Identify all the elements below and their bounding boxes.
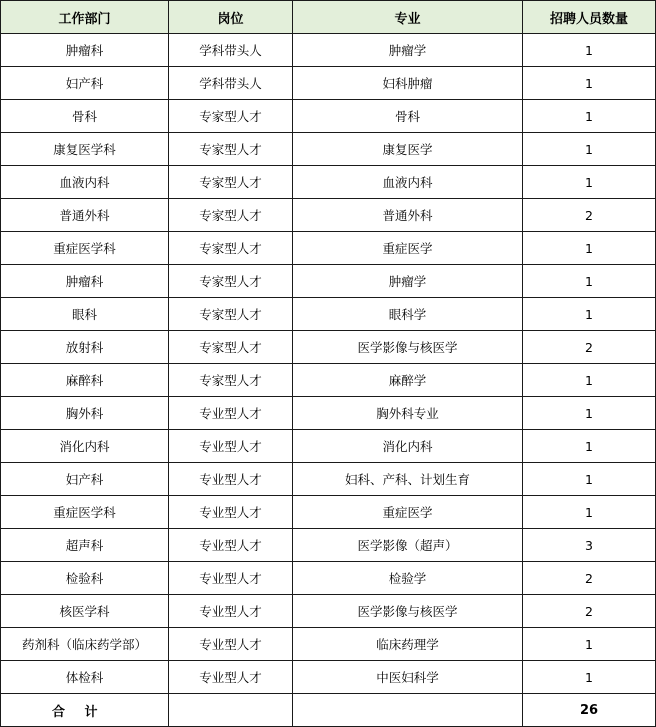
cell-major: 肿瘤学 (293, 265, 523, 298)
cell-headcount: 1 (523, 265, 656, 298)
table-row (1, 34, 656, 67)
cell-position: 专业型人才 (169, 595, 293, 628)
cell-position: 专业型人才 (169, 562, 293, 595)
total-value: 26 (523, 694, 656, 727)
cell-department: 核医学科 (1, 595, 169, 628)
table-row (1, 331, 656, 364)
cell-headcount: 1 (523, 661, 656, 694)
cell-position: 专业型人才 (169, 430, 293, 463)
cell-headcount: 1 (523, 298, 656, 331)
cell-major: 医学影像与核医学 (293, 331, 523, 364)
cell-major: 临床药理学 (293, 628, 523, 661)
cell-position: 学科带头人 (169, 34, 293, 67)
cell-headcount: 3 (523, 529, 656, 562)
table-row (1, 397, 656, 430)
cell-position: 专业型人才 (169, 397, 293, 430)
cell-department: 肿瘤科 (1, 34, 169, 67)
cell-headcount: 1 (523, 166, 656, 199)
cell-department: 重症医学科 (1, 496, 169, 529)
cell-department: 康复医学科 (1, 133, 169, 166)
cell-department: 重症医学科 (1, 232, 169, 265)
table-row (1, 595, 656, 628)
total-row (1, 694, 656, 727)
table-row (1, 529, 656, 562)
table-row (1, 100, 656, 133)
cell-major: 检验学 (293, 562, 523, 595)
total-label: 合计 (1, 694, 169, 727)
cell-department: 血液内科 (1, 166, 169, 199)
table-header-row (1, 1, 656, 34)
cell-department: 麻醉科 (1, 364, 169, 397)
table-row (1, 133, 656, 166)
cell-position: 专业型人才 (169, 661, 293, 694)
cell-headcount: 1 (523, 34, 656, 67)
cell-major: 医学影像（超声） (293, 529, 523, 562)
cell-major: 肿瘤学 (293, 34, 523, 67)
cell-department: 胸外科 (1, 397, 169, 430)
table-body (1, 34, 656, 694)
cell-position: 专业型人才 (169, 496, 293, 529)
cell-headcount: 1 (523, 232, 656, 265)
cell-headcount: 1 (523, 100, 656, 133)
cell-headcount: 1 (523, 364, 656, 397)
cell-major: 妇科肿瘤 (293, 67, 523, 100)
cell-department: 眼科 (1, 298, 169, 331)
table-row (1, 166, 656, 199)
table-row (1, 232, 656, 265)
cell-position: 专家型人才 (169, 298, 293, 331)
cell-major: 眼科学 (293, 298, 523, 331)
cell-position: 专家型人才 (169, 331, 293, 364)
table-row (1, 562, 656, 595)
cell-department: 普通外科 (1, 199, 169, 232)
table-row (1, 628, 656, 661)
cell-major: 胸外科专业 (293, 397, 523, 430)
cell-position: 专家型人才 (169, 265, 293, 298)
table-row (1, 661, 656, 694)
cell-department: 消化内科 (1, 430, 169, 463)
cell-department: 检验科 (1, 562, 169, 595)
table-row (1, 463, 656, 496)
cell-department: 放射科 (1, 331, 169, 364)
table-row (1, 67, 656, 100)
header-major: 专业 (293, 1, 523, 34)
cell-headcount: 1 (523, 463, 656, 496)
cell-major: 麻醉学 (293, 364, 523, 397)
table-row (1, 496, 656, 529)
cell-department: 肿瘤科 (1, 265, 169, 298)
cell-position: 专家型人才 (169, 199, 293, 232)
total-empty-major (293, 694, 523, 727)
table-row (1, 199, 656, 232)
cell-headcount: 1 (523, 133, 656, 166)
cell-headcount: 2 (523, 331, 656, 364)
cell-major: 中医妇科学 (293, 661, 523, 694)
cell-major: 血液内科 (293, 166, 523, 199)
header-headcount: 招聘人员数量 (523, 1, 656, 34)
cell-major: 重症医学 (293, 496, 523, 529)
cell-department: 超声科 (1, 529, 169, 562)
header-position: 岗位 (169, 1, 293, 34)
cell-major: 重症医学 (293, 232, 523, 265)
cell-major: 消化内科 (293, 430, 523, 463)
cell-position: 专业型人才 (169, 628, 293, 661)
cell-headcount: 2 (523, 595, 656, 628)
cell-position: 专家型人才 (169, 166, 293, 199)
cell-position: 专家型人才 (169, 232, 293, 265)
cell-department: 妇产科 (1, 67, 169, 100)
total-empty-position (169, 694, 293, 727)
cell-department: 药剂科（临床药学部） (1, 628, 169, 661)
cell-headcount: 2 (523, 562, 656, 595)
cell-position: 专家型人才 (169, 100, 293, 133)
cell-department: 体检科 (1, 661, 169, 694)
table-row (1, 298, 656, 331)
cell-headcount: 1 (523, 430, 656, 463)
cell-headcount: 1 (523, 397, 656, 430)
table-row (1, 265, 656, 298)
cell-headcount: 1 (523, 496, 656, 529)
cell-department: 妇产科 (1, 463, 169, 496)
cell-major: 康复医学 (293, 133, 523, 166)
cell-position: 专业型人才 (169, 463, 293, 496)
cell-position: 专业型人才 (169, 529, 293, 562)
cell-major: 妇科、产科、计划生育 (293, 463, 523, 496)
cell-major: 普通外科 (293, 199, 523, 232)
cell-major: 医学影像与核医学 (293, 595, 523, 628)
table-row (1, 430, 656, 463)
cell-major: 骨科 (293, 100, 523, 133)
table-row (1, 364, 656, 397)
cell-position: 专家型人才 (169, 133, 293, 166)
cell-headcount: 1 (523, 628, 656, 661)
cell-headcount: 1 (523, 67, 656, 100)
header-department: 工作部门 (1, 1, 169, 34)
cell-position: 学科带头人 (169, 67, 293, 100)
cell-department: 骨科 (1, 100, 169, 133)
cell-position: 专家型人才 (169, 364, 293, 397)
cell-headcount: 2 (523, 199, 656, 232)
